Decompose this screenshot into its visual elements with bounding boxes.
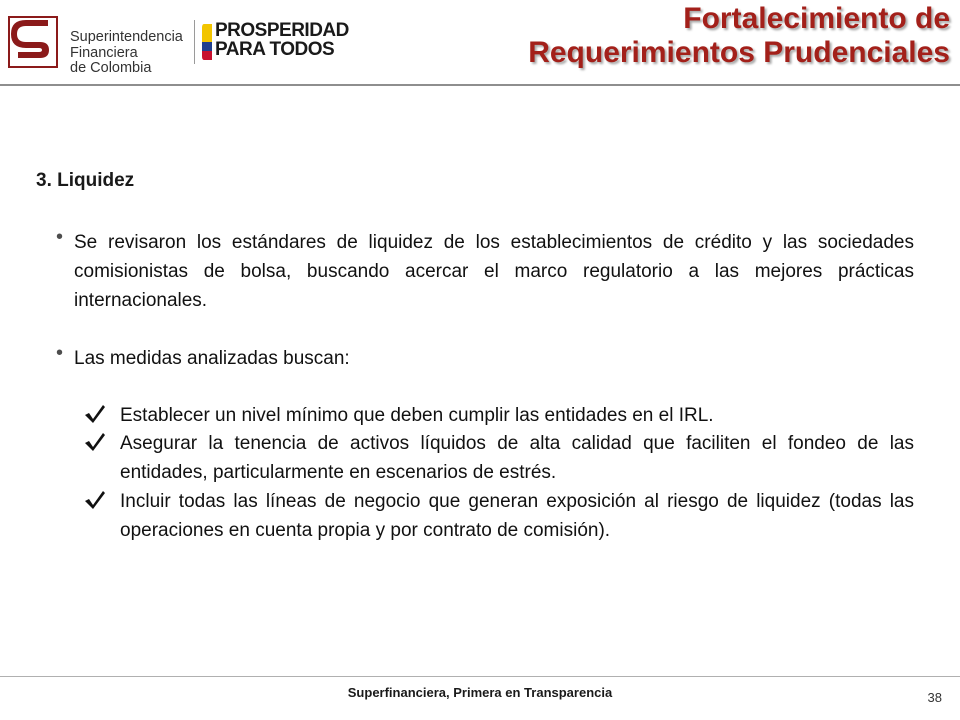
bullet-text: Las medidas analizadas buscan: <box>74 348 350 369</box>
checklist-item <box>84 401 914 430</box>
checkmark-icon <box>84 490 106 510</box>
bullet-icon: • <box>56 226 64 248</box>
footer-divider <box>0 676 960 677</box>
org-name-line-1: Superintendencia <box>70 29 183 45</box>
footer-tagline: Superfinanciera, Primera en Transparencia <box>347 685 613 700</box>
superfinanciera-wordmark <box>70 30 183 77</box>
bullet-text: Se revisaron los estándares de liquidez de los establecimientos de crédito y las sociedades comisionistas de bolsa, buscando acercar el marco regulatorio a las mejores prácticas internacionales. <box>74 232 914 311</box>
checklist-text: Establecer un nivel mínimo que deben cumplir las entidades en el IRL. <box>120 405 714 426</box>
org-name-line-3: de Colombia <box>70 60 152 76</box>
checklist-text: Incluir todas las líneas de negocio que generan exposición al riesgo de liquidez (todas las operaciones en cuenta propia y por contrato de comisión). <box>120 491 914 541</box>
superfinanciera-emblem-icon <box>8 16 58 68</box>
bullet-item <box>56 228 914 315</box>
slide-title-line-2: Requerimientos Prudenciales <box>528 36 950 69</box>
logo-divider <box>194 20 195 64</box>
colombia-flag-icon <box>202 24 212 60</box>
campaign-line-1: PROSPERIDAD <box>215 20 349 41</box>
section-heading: 3. Liquidez <box>36 170 135 191</box>
checkmark-icon <box>84 432 106 452</box>
bullet-icon: • <box>56 342 64 364</box>
slide-title-line-1: Fortalecimiento de <box>683 2 950 35</box>
campaign-line-2: PARA TODOS <box>215 39 335 60</box>
org-name-line-2: Financiera <box>70 44 138 61</box>
superfinanciera-logo <box>8 14 188 76</box>
header-divider <box>0 84 960 86</box>
checklist-text: Asegurar la tenencia de activos líquidos de alta calidad que faciliten el fondeo de las entidades, particularmente en escenarios de estrés. <box>120 433 914 483</box>
prosperidad-wordmark <box>215 21 349 59</box>
bullet-item <box>56 344 914 373</box>
checklist-item <box>84 487 914 545</box>
checkmark-icon <box>84 404 106 424</box>
prosperidad-logo <box>202 18 352 66</box>
checklist-item <box>84 429 914 487</box>
page-number: 38 <box>927 690 942 705</box>
slide-header <box>0 0 960 86</box>
slide-title <box>528 2 950 70</box>
